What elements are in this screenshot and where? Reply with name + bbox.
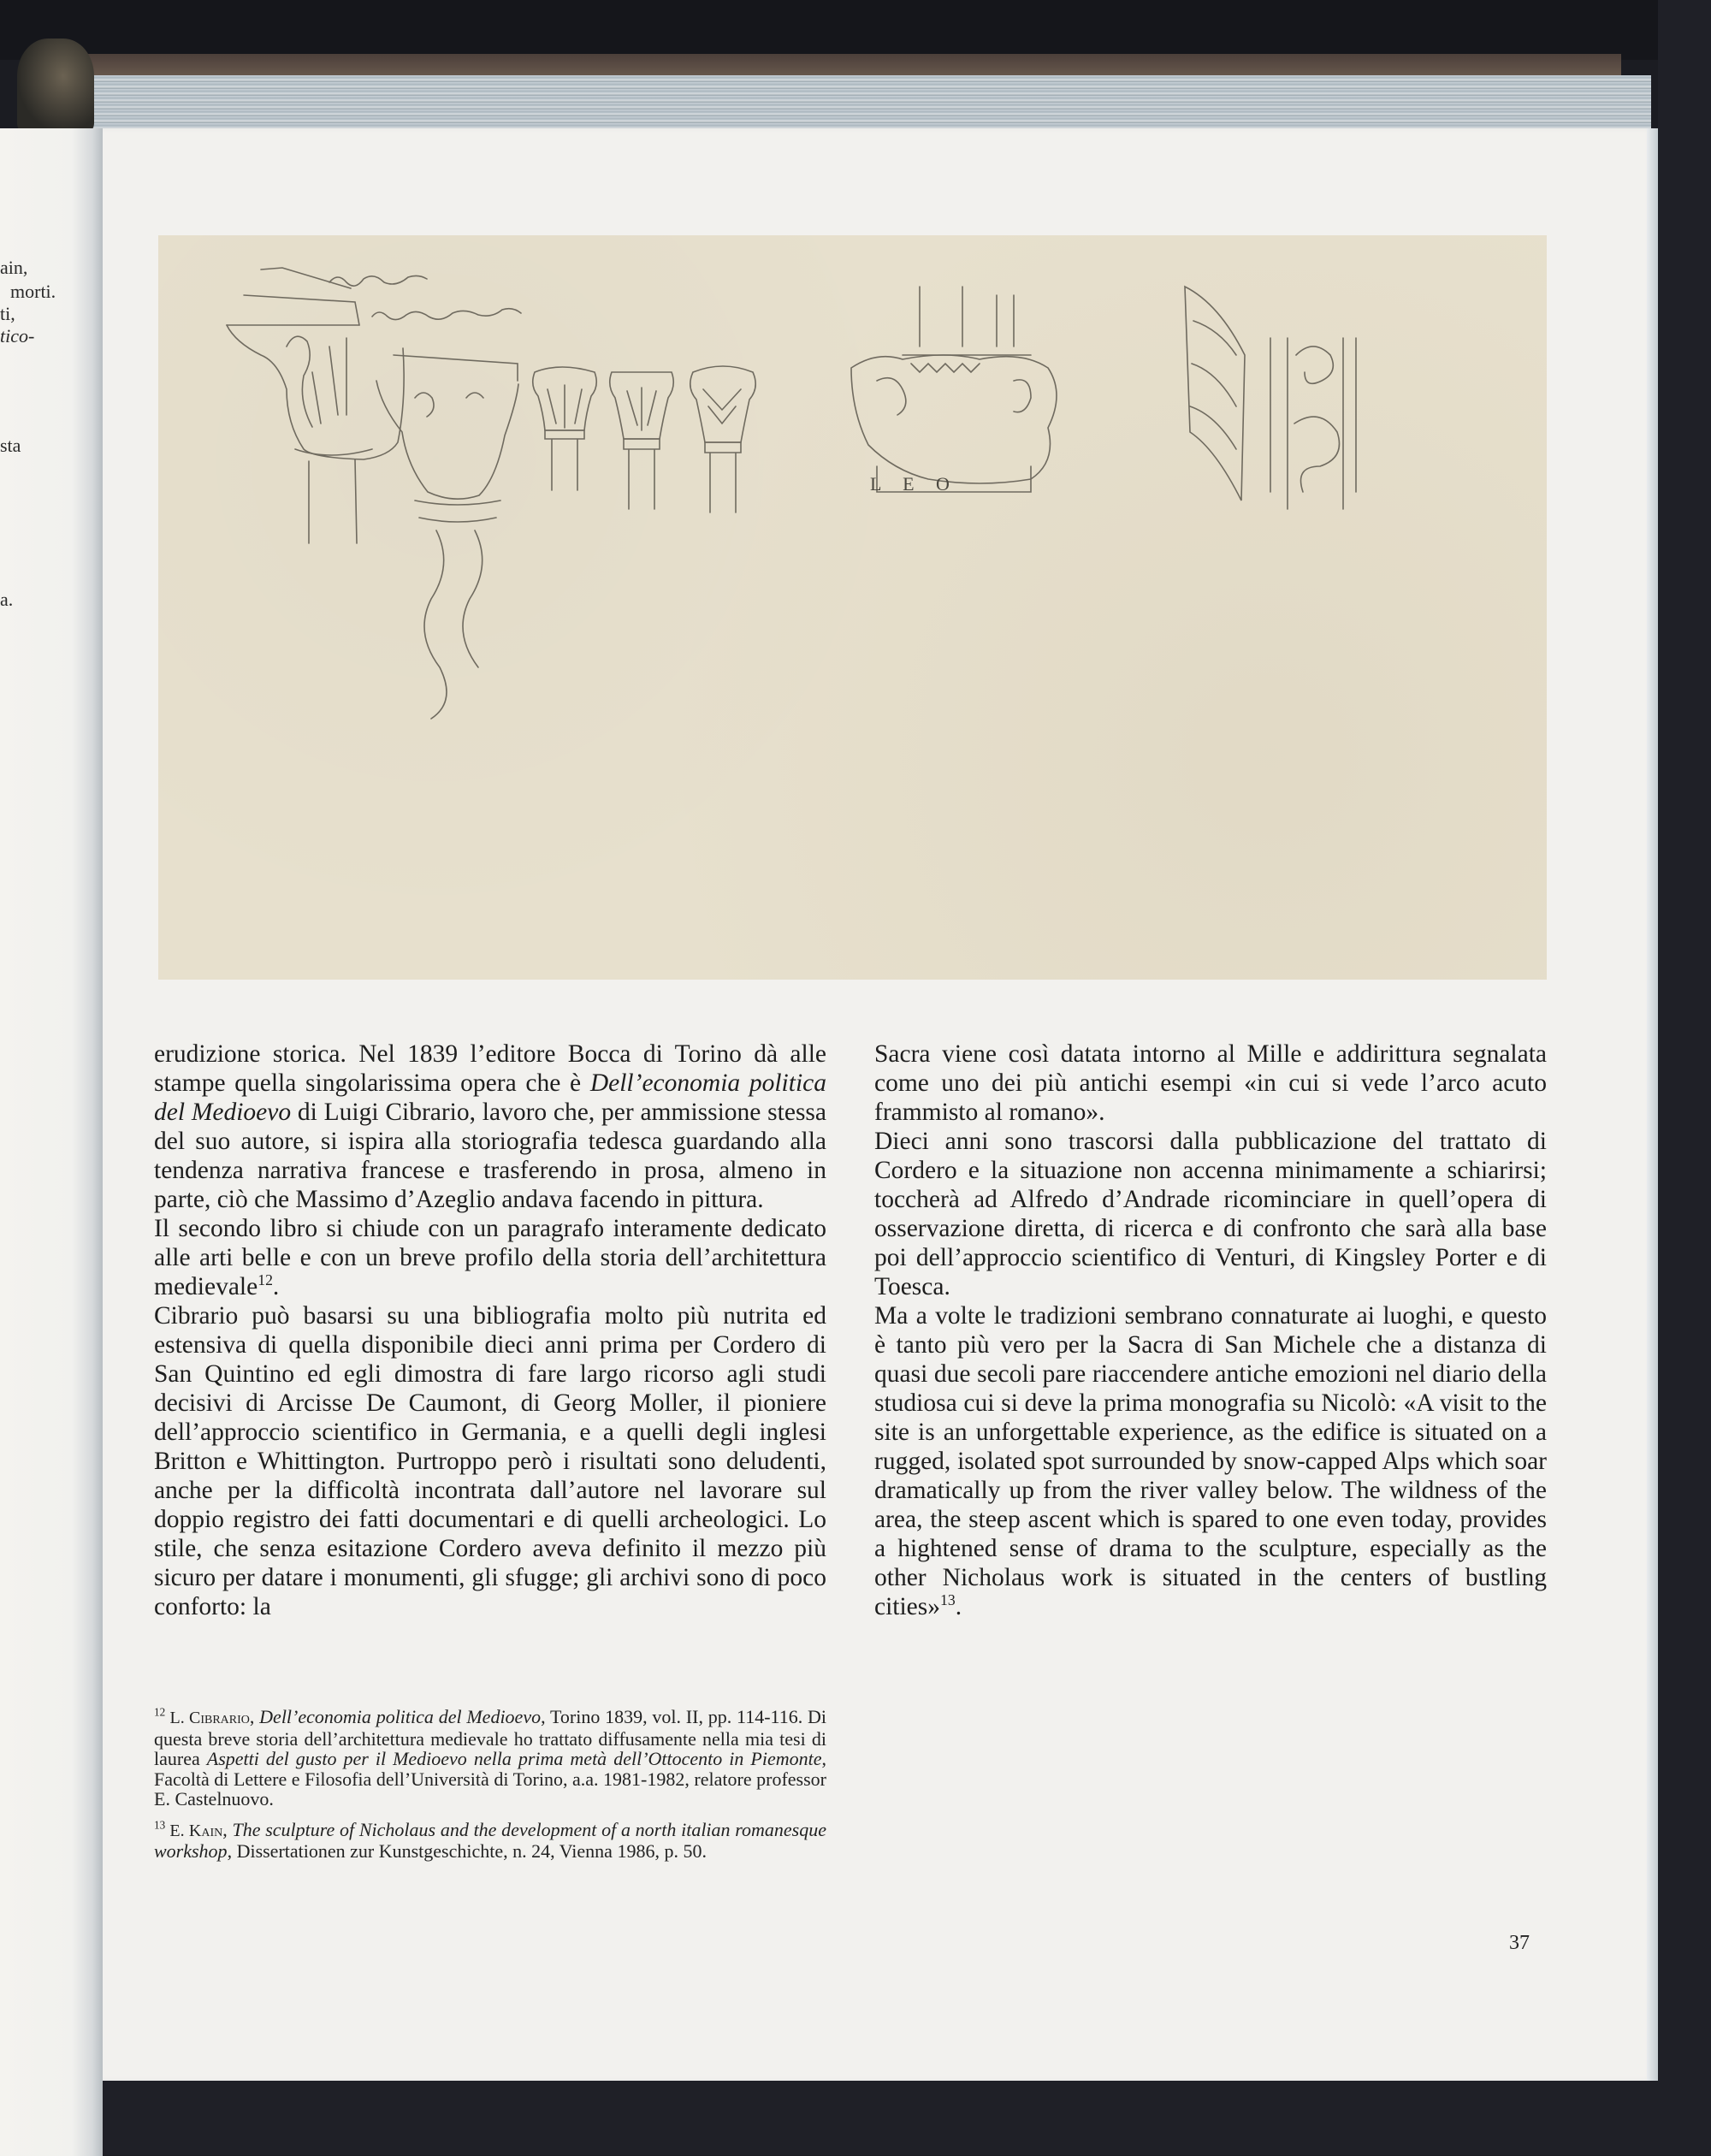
scan-backdrop-right — [1658, 0, 1711, 2155]
text-run: Cibrario può basarsi su una bibliografia molto più nutrita ed estensiva di quella disponibile dieci anni prima per Cordero di San Quintino ed egli dimostra di fare largo ricorso agli studi decisivi di Arcisse De Caumont, di Georg Moller, il pioniere dell’approccio scientifico in Germania, e a quelli degli inglesi Britton e Whittington. Purtroppo però i risultati sono deludenti, anche per la difficoltà incontrata dall’autore nel lavorare sul doppio registro dei fatti documentari e di quelli archeologici. Lo stile, che senza esitazione Cordero aveva definito il mezzo più sicuro per datare i monumenti, gli sfugge; gli archivi sono di poco conforto: la — [154, 1302, 826, 1620]
book-cover-edge — [81, 54, 1621, 78]
page-number: 37 — [1509, 1932, 1530, 1954]
text-run: Ma a volte le tradizioni sembrano connaturate ai luoghi, e questo è tanto più vero per la Sacra di San Michele che a distanza di quasi due secoli pare riaccendere antiche emozioni nel diario della studiosa cui si deve la prima monografia su Nicolò: «A visit to the site is an unforgettable experience, as the edifice is situated on a rugged, isolated spot surrounded by snow-capped Alps which soar dramatically up from the river valley below. The wildness of the area, the steep ascent which is spared to one even today, provides a hightened sense of drama to the sculpture, especially as the other Nicholaus work is situated in the centers of bustling cities» — [874, 1302, 1547, 1620]
paragraph — [874, 1040, 1547, 1127]
scan-backdrop-top — [0, 0, 1711, 60]
book-page-edges — [86, 75, 1651, 131]
paragraph — [154, 1301, 826, 1621]
text-run: , — [249, 1706, 260, 1727]
paragraph — [874, 1127, 1547, 1301]
text-run: Dell’economia politica del Medioevo — [259, 1706, 542, 1727]
footnote — [154, 1820, 826, 1862]
paragraph — [874, 1301, 1547, 1621]
left-page-text-fragment: sta — [0, 435, 21, 456]
left-page-text-fragment: tico- — [0, 325, 35, 346]
text-run: Dieci anni sono trascorsi dalla pubblicazione del trattato di Cordero e la situazione non accenna minimamente a schiarirsi; toccherà ad Alfredo d’Andrade ricominciare in quell’opera di osservazione diretta, di ricerca e di confronto che sarà alla base poi dell’approccio scientifico di Venturi, di Kingsley Porter e di Toesca. — [874, 1128, 1547, 1300]
text-run: E. Kain — [165, 1821, 223, 1840]
body-column-right — [874, 1040, 1547, 1621]
footnotes — [154, 1707, 826, 1872]
text-run: . — [272, 1273, 280, 1300]
text-run: Dell’economia politica del Medioevo — [154, 1069, 826, 1126]
sketch-figure — [158, 235, 1547, 980]
text-run: , Dissertationen zur Kunstgeschichte, n. 24, Vienna 1986, p. 50. — [227, 1840, 707, 1862]
footnote-reference: 13 — [154, 1818, 166, 1832]
scan-backdrop-bottom — [0, 2079, 1711, 2155]
text-run: erudizione storica. Nel 1839 l’editore Bocca di Torino dà alle stampe quella singolarissima opera che è — [154, 1040, 826, 1097]
left-page-text-fragment: morti. — [10, 281, 56, 302]
text-run: Sacra viene così datata intorno al Mille e addirittura segnalata come uno dei più antichi esempi «in cui si vede l’arco acuto frammisto al romano». — [874, 1040, 1547, 1126]
text-run: Aspetti del gusto per il Medioevo nella prima metà dell’Ottocento in Piemonte — [206, 1748, 822, 1769]
text-run: , — [222, 1818, 233, 1840]
left-page-text-fragment: ti, — [0, 303, 15, 324]
pencil-sketches-illustration — [158, 235, 1547, 980]
text-run: L. Cibrario — [165, 1709, 250, 1727]
text-run: , Facoltà di Lettere e Filosofia dell’Università di Torino, a.a. 1981-1982, relatore professor E. Castelnuovo. — [154, 1748, 827, 1810]
footnote-reference: 13 — [940, 1591, 956, 1609]
body-column-left — [154, 1040, 826, 1621]
paragraph — [154, 1214, 826, 1301]
text-run: Il secondo libro si chiude con un paragrafo interamente dedicato alle arti belle e con un breve profilo della storia dell’architettura medievale — [154, 1215, 826, 1300]
text-run: The sculpture of Nicholaus and the development of a north italian romanesque workshop — [154, 1818, 827, 1862]
book-headband — [17, 38, 94, 133]
footnote — [154, 1707, 826, 1810]
text-run: . — [955, 1593, 962, 1620]
text-run: , Torino 1839, vol. II, pp. 114-116. Di questa breve storia dell’architettura medievale ho trattato diffusamente nella mia tesi di laurea — [154, 1706, 826, 1769]
paragraph — [154, 1040, 826, 1214]
text-run: di Luigi Cibrario, lavoro che, per ammissione stessa del suo autore, si ispira alla storiografia tedesca guardando alla tendenza narrativa francese e trasferendo in prosa, almeno in parte, ciò che Massimo d’Azeglio andava facendo in pittura. — [154, 1099, 827, 1213]
page-fore-edge — [1647, 128, 1658, 2081]
footnote-reference: 12 — [258, 1271, 273, 1289]
left-page-fragment — [0, 128, 103, 2156]
left-page-text-fragment: a. — [0, 589, 14, 610]
footnote-reference: 12 — [154, 1705, 166, 1719]
left-page-text-fragment: ain, — [0, 257, 28, 278]
leo-inscription: L E O — [870, 473, 958, 495]
